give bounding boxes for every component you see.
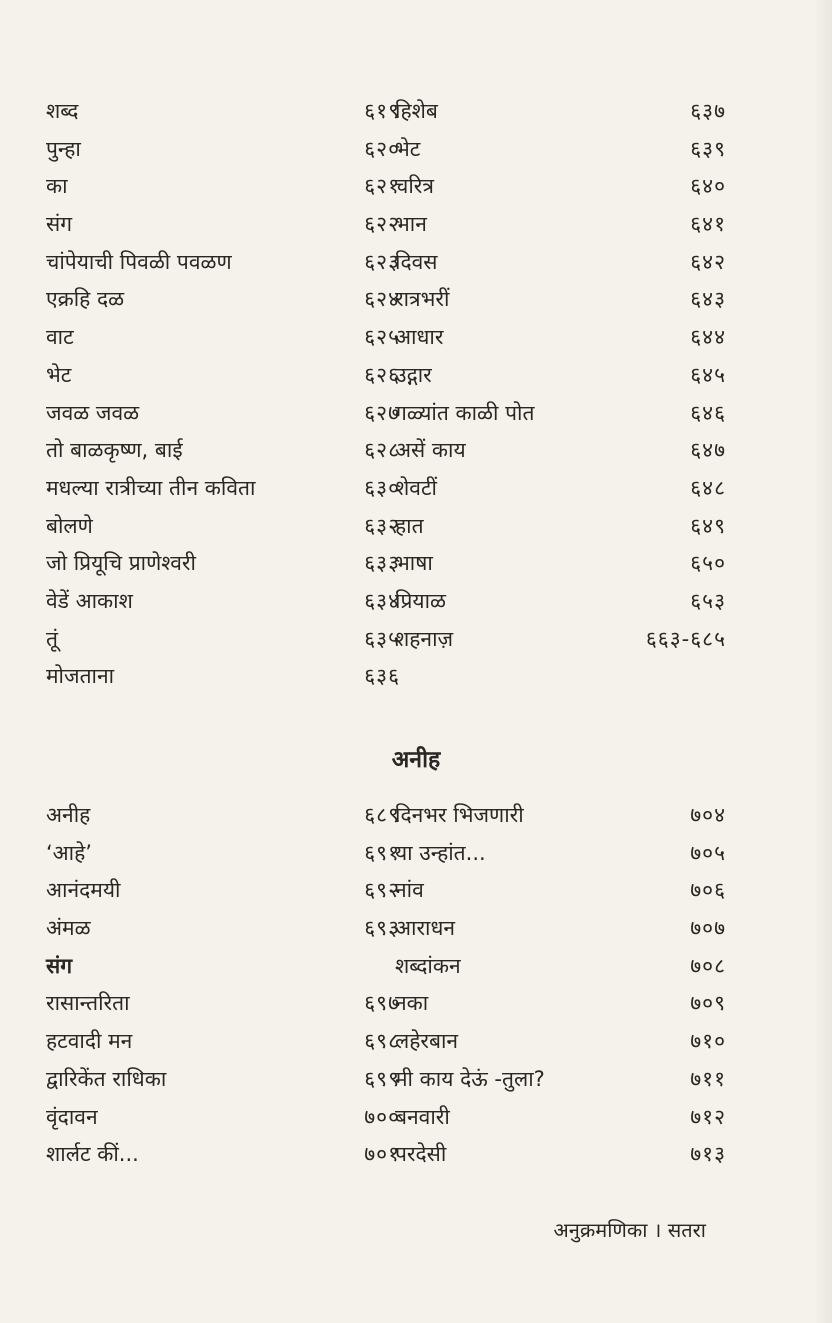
entry-title: संग (46, 953, 73, 978)
entry-title: का (46, 174, 68, 199)
index-row (46, 1023, 726, 1061)
index-row (46, 395, 726, 433)
entry-page: ६२३ (364, 249, 400, 274)
entry-page: ६२८ (364, 438, 400, 463)
index-row (46, 1136, 726, 1174)
entry-page: ६१९ (364, 99, 400, 123)
entry-title: हटवादी मन (46, 1029, 133, 1054)
entry-title: भाषा (395, 551, 433, 576)
entry-title: हात (395, 513, 424, 538)
entry-page: ६३५ (364, 626, 400, 651)
entry-page: ६४९ (690, 513, 726, 538)
entry-page: ७०१ (364, 1142, 400, 1167)
entry-title: शेवटीं (395, 475, 437, 500)
entry-page: ६४७ (690, 438, 726, 463)
entry-title: ‘आहे’ (46, 840, 92, 865)
entry-title: वाट (46, 325, 74, 350)
index-row (46, 508, 726, 546)
entry-page: ६३२ (364, 513, 400, 538)
index-row (46, 168, 726, 206)
entry-page: ६४८ (690, 475, 726, 500)
entry-title: तो बाळकृष्ण, बाई (46, 438, 183, 463)
entry-title: असें काय (395, 438, 466, 463)
index-row (46, 281, 726, 319)
entry-title: शार्लट कीं... (46, 1142, 139, 1167)
entry-page: ६४२ (690, 249, 726, 274)
entry-title: बनवारी (395, 1104, 450, 1129)
index-row (46, 1099, 726, 1137)
entry-title: हिशेब (395, 99, 438, 123)
entry-page: ७११ (690, 1066, 726, 1091)
entry-page: ६६३-६८५ (645, 626, 726, 651)
index-row (46, 470, 726, 508)
entry-page: ६९१ (364, 840, 400, 865)
entry-title: वेडें आकाश (46, 588, 133, 613)
index-row (46, 797, 726, 835)
entry-page: ६८९ (364, 803, 400, 827)
entry-page: ६३४ (364, 588, 400, 613)
entry-page: ७०५ (690, 840, 726, 865)
entry-title: वृंदावन (46, 1104, 98, 1129)
entry-page: ६५३ (690, 588, 726, 613)
page-footer: अनुक्रमणिका । सतरा (553, 1218, 706, 1242)
index-row (46, 244, 726, 282)
entry-page: ७१२ (690, 1104, 726, 1129)
entry-title: द्वारिकेंत राधिका (46, 1066, 167, 1091)
entry-page: ६३७ (690, 99, 726, 123)
entry-title: दिनभर भिजणारी (395, 803, 524, 827)
entry-title: भेट (395, 136, 421, 161)
index-row (46, 872, 726, 910)
entry-title: चरित्र (395, 174, 434, 199)
entry-title: शब्दांकन (395, 953, 461, 978)
entry-page: ६३९ (690, 136, 726, 161)
entry-page: ६२४ (364, 287, 400, 312)
index-row (46, 948, 726, 986)
entry-title: अनीह (46, 803, 91, 827)
index-row (46, 583, 726, 621)
entry-title: एक्रहि दळ (46, 287, 125, 312)
index-row (46, 985, 726, 1023)
entry-page: ६३० (364, 475, 400, 500)
entry-title: जवळ जवळ (46, 400, 140, 425)
entry-title: बोलणे (46, 513, 93, 538)
index-row (46, 910, 726, 948)
entry-title: जो प्रियूचि प्राणेश्वरी (46, 551, 196, 576)
entry-page: ६२७ (364, 400, 400, 425)
entry-title: शब्द (46, 99, 79, 123)
entry-page: ६९८ (364, 1029, 400, 1054)
entry-title: संग (46, 212, 73, 237)
entry-title: लहेरबान (395, 1029, 459, 1054)
entry-title: शहनाज़ (395, 626, 454, 651)
entry-title: भान (395, 212, 427, 237)
entry-page: ६४४ (690, 325, 726, 350)
entry-page: ६३६ (364, 664, 400, 689)
entry-page: ६२६ (364, 362, 400, 387)
entry-page: ६२० (364, 136, 400, 161)
entry-page: ७०६ (690, 878, 726, 903)
entry-page: ६९७ (364, 991, 400, 1016)
entry-title: दिवस (395, 249, 438, 274)
entry-page: ७०४ (690, 803, 726, 827)
entry-page: ७०९ (690, 991, 726, 1016)
entry-title: मी काय देऊं -तुला? (395, 1066, 545, 1091)
entry-page: ६२१ (364, 174, 400, 199)
index-row (46, 432, 726, 470)
index-row (46, 319, 726, 357)
page-edge-shade (814, 0, 832, 1323)
index-row (46, 1061, 726, 1099)
entry-page: ७०७ (690, 916, 726, 941)
entry-page: ६९३ (364, 916, 400, 941)
index-row (46, 545, 726, 583)
entry-title: रासान्तरिता (46, 991, 130, 1016)
entry-page: ६४५ (690, 362, 726, 387)
entry-title: अंमळ (46, 916, 91, 941)
index-section-2 (46, 797, 726, 1174)
index-row (46, 835, 726, 873)
entry-title: मधल्या रात्रीच्या तीन कविता (46, 475, 256, 500)
entry-page: ६४१ (690, 212, 726, 237)
entry-title: आराधन (395, 916, 456, 941)
entry-page: ६९९ (364, 1066, 400, 1091)
entry-title: रात्रभरीं (395, 287, 450, 312)
index-row (46, 357, 726, 395)
index-row (46, 93, 726, 131)
entry-title: प्रियाळ (395, 588, 446, 613)
entry-page: ६९२ (364, 878, 400, 903)
index-row (46, 206, 726, 244)
entry-title: नका (395, 991, 429, 1016)
entry-title: भेट (46, 362, 72, 387)
entry-page: ७१० (690, 1029, 726, 1054)
entry-page: ७०८ (690, 953, 726, 978)
entry-title: आनंदमयी (46, 878, 121, 903)
entry-page: ६४० (690, 174, 726, 199)
entry-page: ६४६ (690, 400, 726, 425)
entry-page: ६२५ (364, 325, 400, 350)
entry-title: तूं (46, 626, 58, 651)
entry-page: ६३३ (364, 551, 400, 576)
index-row (46, 131, 726, 169)
entry-title: परदेसी (395, 1142, 447, 1167)
entry-title: गळ्यांत काळी पोत (395, 400, 535, 425)
entry-title: मोजताना (46, 664, 115, 689)
entry-page: ७१३ (690, 1142, 726, 1167)
entry-page: ६५० (690, 551, 726, 576)
entry-title: नांव (395, 878, 424, 903)
entry-title: आधार (395, 325, 444, 350)
entry-title: या उन्हांत... (395, 840, 486, 865)
index-row (46, 658, 726, 696)
entry-title: उद्गार (395, 362, 432, 387)
entry-page: ७०० (364, 1104, 400, 1129)
index-row (46, 621, 726, 659)
entry-page: ६४३ (690, 287, 726, 312)
section-heading: अनीह (391, 747, 441, 773)
entry-title: चांपेयाची पिवळी पवळण (46, 249, 232, 274)
entry-page: ६२२ (364, 212, 400, 237)
entry-title: पुन्हा (46, 136, 81, 161)
index-section-1 (46, 93, 726, 696)
